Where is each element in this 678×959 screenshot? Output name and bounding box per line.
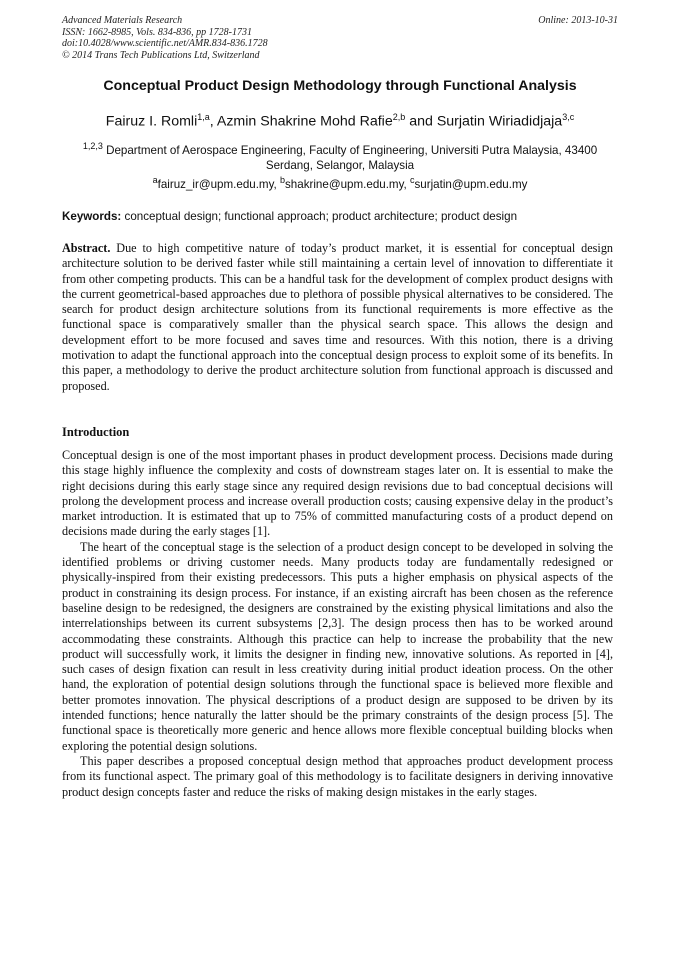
intro-paragraph: Conceptual design is one of the most important phases in product development process. Decisions made during this stage highly influence the complexity and costs of downstream stages later on. It is essential to make the right decisions during this early stage since any required design revisions due to bad conceptual decisions will prolong the development process and increase overall production costs; causing expensive delay in the product’s market introduction. It is estimated that up to 75% of committed manufacturing costs of a product depend on decisions made during the early stages [1]. <box>62 448 613 539</box>
intro-paragraph: This paper describes a proposed conceptual design method that approaches product development process from its functional aspect. The primary goal of this methodology is to facilitate designers in deriving innovative product design concepts faster and reduce the risks of making design mistakes in the early stages. <box>62 753 613 799</box>
email-sup: a <box>152 175 158 185</box>
abstract <box>62 241 613 394</box>
author-affil-sup: 3,c <box>562 112 575 122</box>
author-affil-sup: 2,b <box>392 112 406 122</box>
author-list <box>62 112 618 130</box>
abstract-label: Abstract. <box>62 241 111 255</box>
email-sup: b <box>279 175 285 185</box>
email-separator: , <box>403 177 410 191</box>
email-separator: , <box>273 177 280 191</box>
section-heading-introduction: Introduction <box>62 425 130 439</box>
intro-paragraph: The heart of the conceptual stage is the selection of a product design concept to be developed in solving the identified problems or driving customer needs. Many products today are fundamentally redesigned or physically-inspired from their existing predecessors. This puts a higher emphasis on physical aspects of the product in constraining its design process. For instance, if an existing aircraft has been chosen as the reference baseline design to be redesigned, the designers are constrained by the existing physical limitations and also the interrelationships between its current subsystems [2,3]. The design process then has to be worked around accommodating these constraints. Although this practice can help to increase the probability that the new product will successfully work, it limits the designer in finding new, innovative solutions. As reported in [4], such cases of design fixation can result in less creativity during initial product ideation process. On the other hand, the exploration of potential design solutions through the functional space is believed more flexible and better promotes innovation. The physical descriptions of a product design are supposed to be driven by its intended functions; hence naturally the latter should be the primary constraints of the design process [5]. The functional space is theoretically more generic and hence allows more flexible conceptual building blocks when exploring the potential design solutions. <box>62 539 613 753</box>
email-link[interactable]: fairuz_ir@upm.edu.my <box>157 177 274 191</box>
email-link[interactable]: shakrine@upm.edu.my <box>285 177 404 191</box>
affiliation <box>62 139 618 173</box>
journal-header <box>62 15 618 61</box>
author-affil-sup: 1,a <box>197 112 210 122</box>
author-name: Surjatin Wiriadidjaja <box>436 113 563 130</box>
author-name: Azmin Shakrine Mohd Rafie <box>216 113 393 130</box>
issn-line: ISSN: 1662-8985, Vols. 834-836, pp 1728-1731 <box>62 26 252 38</box>
journal-name: Advanced Materials Research <box>62 15 183 26</box>
email-list <box>62 175 618 191</box>
affiliation-sup: 1,2,3 <box>82 141 103 151</box>
introduction-body <box>62 448 613 800</box>
abstract-text: Due to high competitive nature of today’s product market, it is essential for conceptual design architecture solution to be derived faster while still maintaining a certain level of innovation to differentiate it from other competing products. This can be a handful task for the development of complex product designs with the current geometrical-based approaches due to plethora of possible physical alternatives to be considered. The search for product design architecture solutions from its functional requirements is more effective as the functional space is comparatively smaller than the physical search space. This allows the design and development effort to be more focused and saves time and resources. With this notion, there is a driving motivation to adapt the functional approach into the conceptual design process to exploit some of its benefits. In this paper, a methodology to derive the product architecture solution from functional approach is discussed and proposed. <box>62 241 614 393</box>
affiliation-text: Department of Aerospace Engineering, Faculty of Engineering, Universiti Putra Malaysia, 43400 Serdang, Selangor, Malaysia <box>106 143 598 172</box>
doi-line: doi:10.4028/www.scientific.net/AMR.834-836.1728 <box>62 38 268 49</box>
email-sup: c <box>409 175 415 185</box>
author-separator: , <box>209 113 217 130</box>
author-name: Fairuz I. Romli <box>105 113 198 130</box>
keywords <box>62 210 618 223</box>
online-date: Online: 2013-10-31 <box>538 15 618 26</box>
keywords-text: conceptual design; functional approach; product architecture; product design <box>124 210 518 223</box>
author-separator: and <box>405 113 437 130</box>
copyright-line: © 2014 Trans Tech Publications Ltd, Switzerland <box>62 49 260 61</box>
paper-title: Conceptual Product Design Methodology through Functional Analysis <box>103 78 577 94</box>
email-link[interactable]: surjatin@upm.edu.my <box>414 177 528 191</box>
keywords-label: Keywords: <box>62 210 122 223</box>
